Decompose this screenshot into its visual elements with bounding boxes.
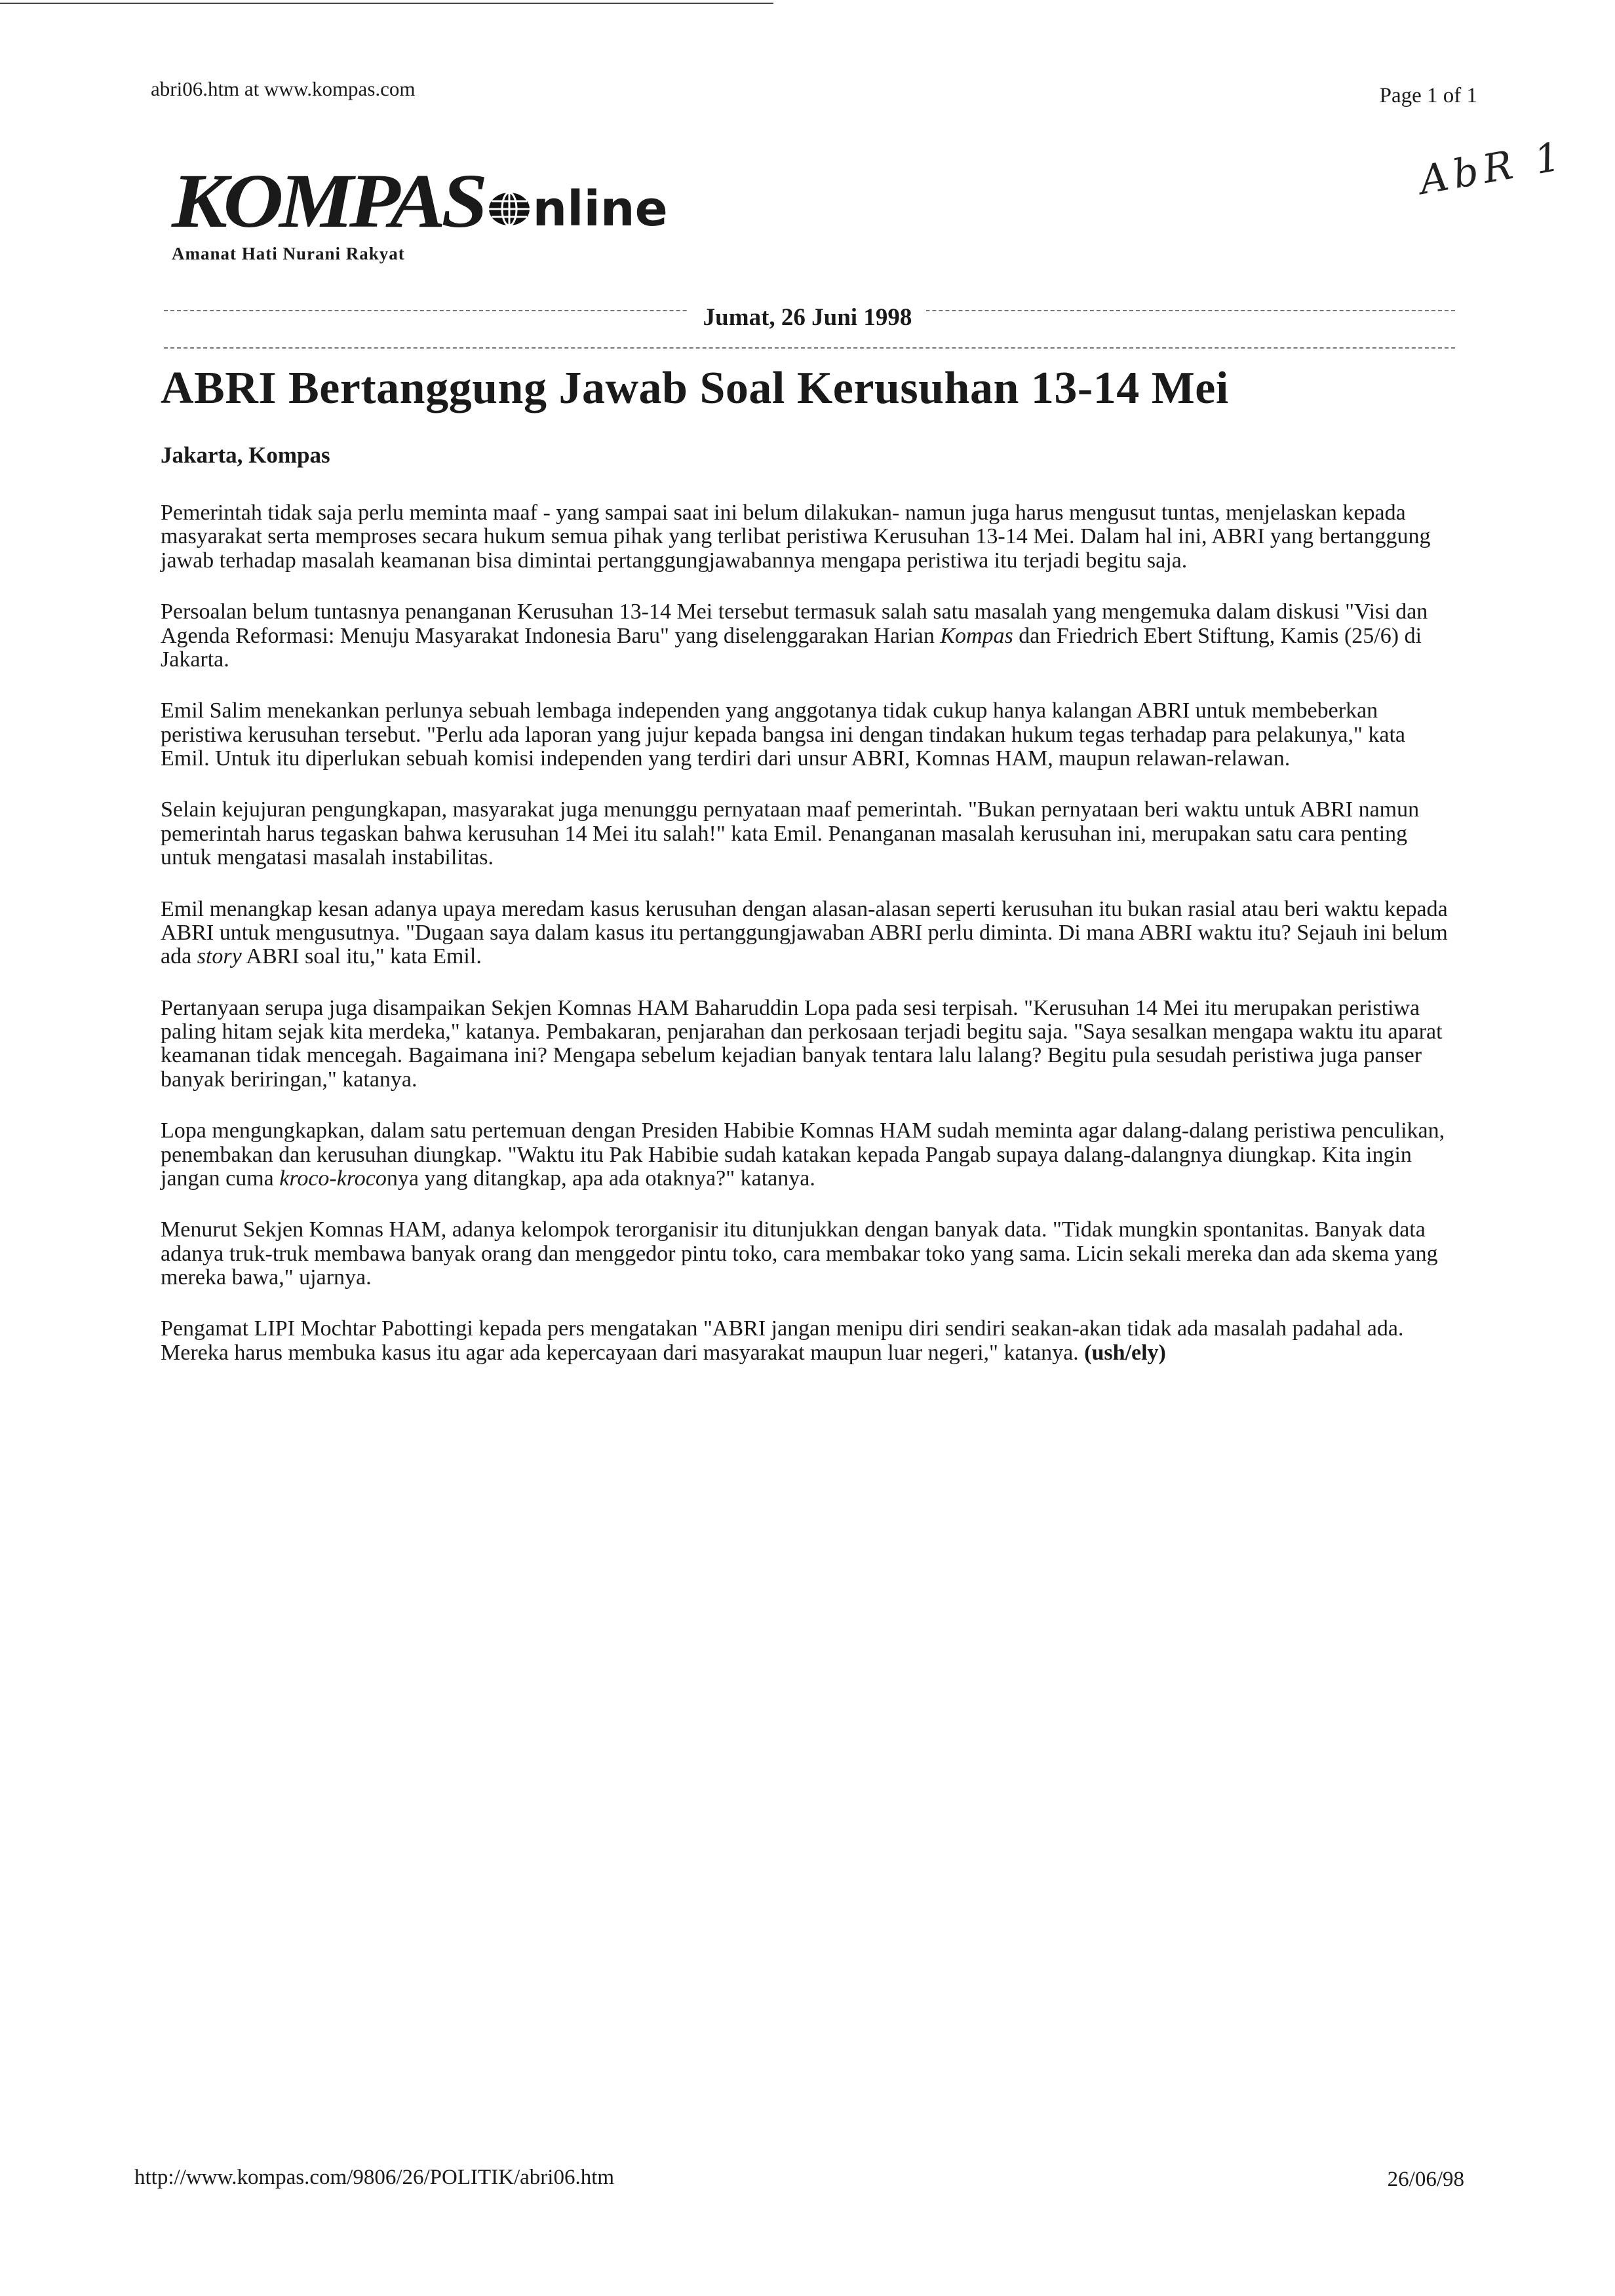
article-body — [161, 501, 1455, 1392]
logo-online — [487, 181, 668, 237]
paragraph: Emil menangkap kesan adanya upaya meredam kasus kerusuhan dengan alasan-alasan seperti kerusuhan itu bukan rasial atau beri waktu kepada ABRI untuk mengusutnya. "Dugaan saya dalam kasus itu pertanggungjawaban ABRI perlu diminta. Di mana ABRI waktu itu? Sejauh ini belum ada story ABRI soal itu," kata Emil. — [161, 896, 1448, 969]
article-date: Jumat, 26 Juni 1998 — [689, 303, 927, 332]
page-number: Page 1 of 1 — [1379, 84, 1477, 107]
paragraph: Emil Salim menekankan perlunya sebuah lembaga independen yang anggotanya tidak cukup hanya kalangan ABRI untuk membeberkan peristiwa kerusuhan tersebut. "Perlu ada laporan yang jujur kepada bangsa ini dengan tindakan hukum tegas terhadap para pelakunya," kata Emil. Untuk itu diperlukan sebuah komisi independen yang terdiri dari unsur ABRI, Komnas HAM, maupun relawan-relawan. — [161, 698, 1405, 771]
article-date-line — [0, 303, 1615, 332]
article-title: ABRI Bertanggung Jawab Soal Kerusuhan 13-14 Mei — [161, 363, 1229, 413]
author-tag: (ush/ely) — [1084, 1340, 1166, 1365]
logo-tagline: Amanat Hati Nurani Rakyat — [172, 244, 405, 263]
paragraph: Selain kejujuran pengungkapan, masyarakat juga menunggu pernyataan maaf pemerintah. "Bukan pernyataan beri waktu untuk ABRI namun pemerintah harus tegaskan bahwa kerusuhan 14 Mei itu salah!" kata Emil. Penanganan masalah kerusuhan ini, merupakan satu cara penting untuk mengatasi masalah instabilitas. — [161, 797, 1420, 870]
scan-top-rule — [0, 3, 773, 4]
print-footer-url[interactable]: http://www.kompas.com/9806/26/POLITIK/abri06.htm — [134, 2166, 615, 2189]
print-source: abri06.htm at www.kompas.com — [151, 77, 416, 100]
article-byline: Jakarta, Kompas — [161, 442, 330, 468]
handwritten-note: AbR 1 — [1416, 133, 1569, 204]
paragraph: Lopa mengungkapkan, dalam satu pertemuan dengan Presiden Habibie Komnas HAM sudah meminta agar dalang-dalang peristiwa penculikan, penembakan dan kerusuhan diungkap. "Waktu itu Pak Habibie sudah katakan kepada Pangab supaya dalang-dalangnya diungkap. Kita ingin jangan cuma kroco-kroconya yang ditangkap, apa ada otaknya?" katanya. — [161, 1119, 1445, 1191]
logo-brand: KOMPAS — [172, 158, 484, 244]
kompas-online-logo[interactable] — [172, 158, 668, 264]
paragraph: Pengamat LIPI Mochtar Pabottingi kepada pers mengatakan "ABRI jangan menipu diri sendiri seakan-akan tidak ada masalah padahal ada. Mereka harus membuka kasus itu agar ada kepercayaan dari masyarakat maupun luar negeri," katanya. (ush/ely) — [161, 1316, 1404, 1365]
logo-online-text: nline — [532, 181, 668, 237]
globe-icon — [487, 191, 532, 227]
print-footer-date: 26/06/98 — [1387, 2168, 1464, 2191]
header-divider-bottom — [164, 347, 1455, 349]
paragraph: Pertanyaan serupa juga disampaikan Sekjen Komnas HAM Baharuddin Lopa pada sesi terpisah. "Kerusuhan 14 Mei itu merupakan peristiwa paling hitam sejak kita merdeka," katanya. Pembakaran, penjarahan dan perkosaan terjadi begitu saja. "Saya sesalkan mengapa waktu itu aparat keamanan tidak mencegah. Bagaimana ini? Mengapa sebelum kejadian banyak tentara lalu lalang? Begitu pula sesudah peristiwa juga panser banyak beriringan," katanya. — [161, 995, 1443, 1092]
paragraph: Persoalan belum tuntasnya penanganan Kerusuhan 13-14 Mei tersebut termasuk salah satu masalah yang mengemuka dalam diskusi "Visi dan Agenda Reformasi: Menuju Masyarakat Indonesia Baru" yang diselenggarakan Harian Kompas dan Friedrich Ebert Stiftung, Kamis (25/6) di Jakarta. — [161, 600, 1428, 672]
paragraph: Menurut Sekjen Komnas HAM, adanya kelompok terorganisir itu ditunjukkan dengan banyak data. "Tidak mungkin spontanitas. Banyak data adanya truk-truk membawa banyak orang dan menggedor pintu toko, cara membakar toko yang sama. Licin sekali mereka dan ada skema yang mereka bawa," ujarnya. — [161, 1217, 1438, 1290]
paragraph: Pemerintah tidak saja perlu meminta maaf - yang sampai saat ini belum dilakukan- namun juga harus mengusut tuntas, menjelaskan kepada masyarakat serta memproses secara hukum semua pihak yang terlibat peristiwa Kerusuhan 13-14 Mei. Dalam hal ini, ABRI yang bertanggung jawab terhadap masalah keamanan bisa dimintai pertanggungjawabannya mengapa peristiwa itu terjadi begitu saja. — [161, 501, 1431, 573]
